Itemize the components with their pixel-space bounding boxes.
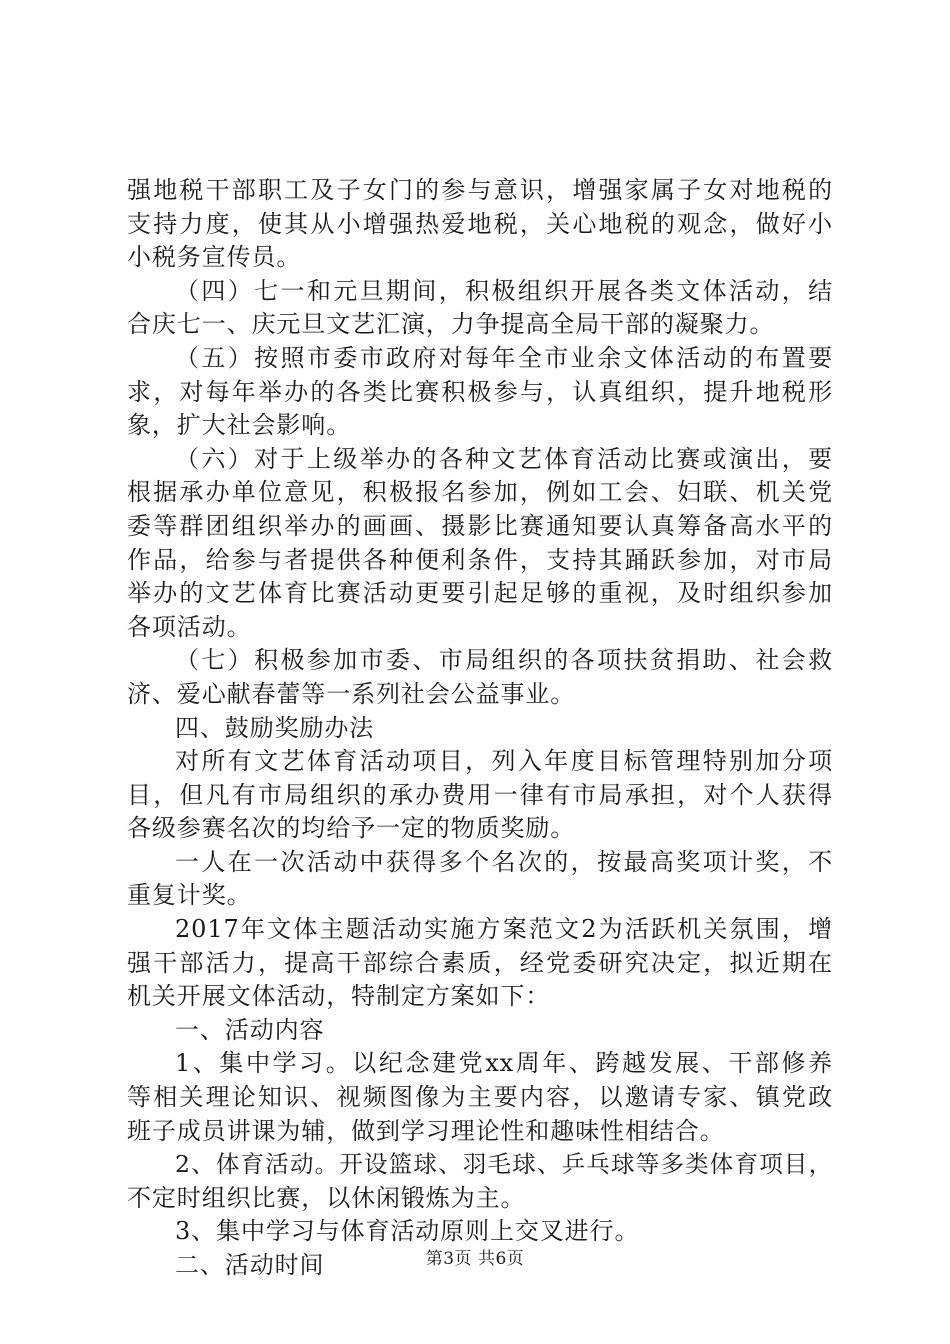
text-line: 对所有文艺体育活动项目，列入年度目标管理特别加分项 — [175, 747, 833, 776]
text-line: 2017年文体主题活动实施方案范文2为活跃机关氛围，增 — [175, 915, 833, 944]
text-line: 机关开展文体活动，特制定方案如下： — [127, 982, 551, 1011]
section-heading: 二、活动时间 — [175, 1251, 325, 1279]
text-line: （七）积极参加市委、市局组织的各项扶贫捐助、社会救 — [175, 646, 833, 675]
text-line: 1、集中学习。以纪念建党xx周年、跨越发展、干部修养 — [175, 1049, 833, 1078]
text-line: （四）七一和元旦期间，积极组织开展各类文体活动，结 — [175, 276, 833, 305]
section-heading: 一、活动内容 — [175, 1015, 325, 1044]
text-line: 委等群团组织举办的画画、摄影比赛通知要认真筹备高水平的 — [127, 511, 833, 540]
text-line: 等相关理论知识、视频图像为主要内容，以邀请专家、镇党政 — [127, 1083, 833, 1112]
text-line: 小税务宣传员。 — [127, 243, 302, 272]
text-line: 不定时组织比赛，以休闲锻炼为主。 — [127, 1183, 526, 1212]
text-line: 合庆七一、庆元旦文艺汇演，力争提高全局干部的凝聚力。 — [127, 310, 775, 339]
text-line: 强地税干部职工及子女门的参与意识，增强家属子女对地税的 — [127, 176, 833, 204]
text-line: 象，扩大社会影响。 — [127, 411, 352, 440]
text-line: 一人在一次活动中获得多个名次的，按最高奖项计奖，不 — [175, 847, 833, 876]
document-body — [127, 174, 833, 1283]
text-line: 支持力度，使其从小增强热爱地税，关心地税的观念，做好小 — [127, 209, 833, 238]
text-line: 各项活动。 — [127, 612, 252, 641]
text-line: 重复计奖。 — [127, 881, 252, 910]
text-line: 2、体育活动。开设篮球、羽毛球、乒乓球等多类体育项目， — [175, 1150, 833, 1179]
text-line: 各级参赛名次的均给予一定的物质奖励。 — [127, 814, 576, 843]
text-line: （六）对于上级举办的各种文艺体育活动比赛或演出，要 — [175, 444, 833, 473]
text-line: 强干部活力，提高干部综合素质，经党委研究决定，拟近期在 — [127, 948, 833, 977]
section-heading: 四、鼓励奖励办法 — [175, 713, 375, 742]
text-line: 3、集中学习与体育活动原则上交叉进行。 — [175, 1217, 640, 1246]
text-line: （五）按照市委市政府对每年全市业余文体活动的布置要 — [175, 343, 833, 372]
text-line: 班子成员讲课为辅，做到学习理论性和趣味性相结合。 — [127, 1116, 725, 1145]
text-line: 作品，给参与者提供各种便利条件，支持其踊跃参加，对市局 — [127, 545, 833, 574]
text-line: 根据承办单位意见，积极报名参加，例如工会、妇联、机关党 — [127, 478, 833, 507]
text-line: 济、爱心献春蕾等一系列社会公益事业。 — [127, 679, 576, 708]
text-line: 举办的文艺体育比赛活动更要引起足够的重视，及时组织参加 — [127, 579, 833, 608]
text-line: 目，但凡有市局组织的承办费用一律有市局承担，对个人获得 — [127, 780, 833, 809]
page-number-footer: 第3页 共6页 — [425, 1249, 525, 1269]
text-line: 求，对每年举办的各类比赛积极参与，认真组织，提升地税形 — [127, 377, 833, 406]
